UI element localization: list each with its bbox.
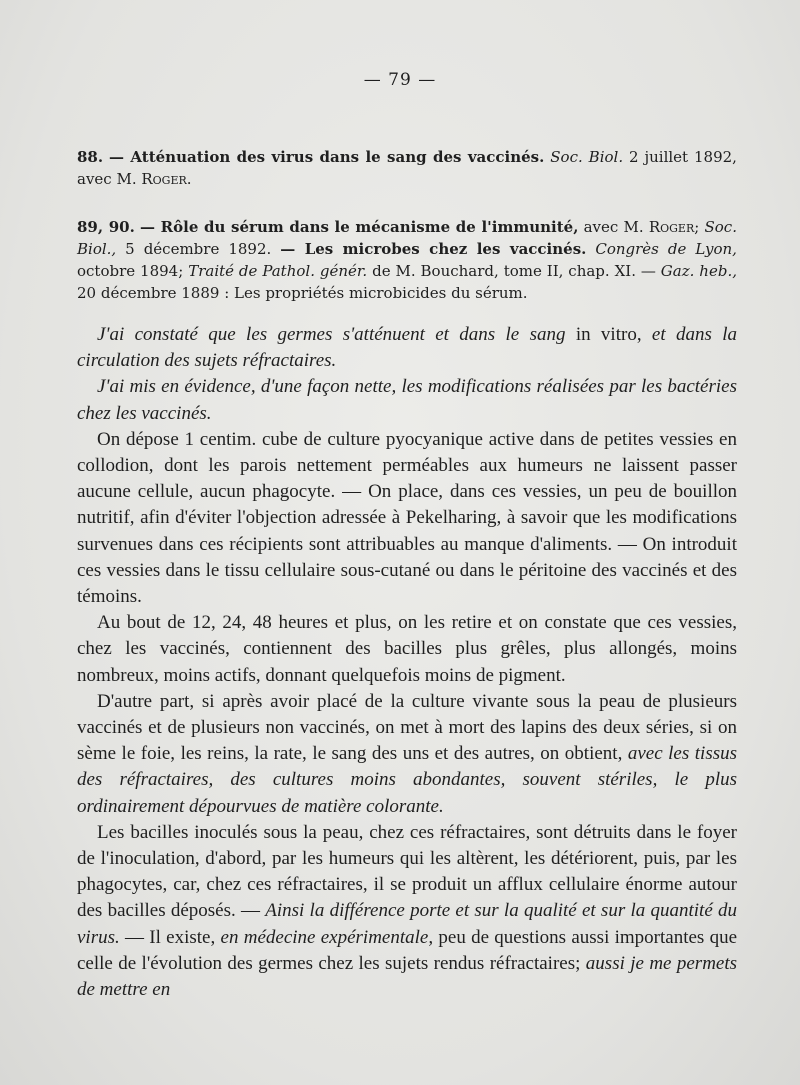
ref-traite-rest: de M. Bouchard, tome II, chap. XI. —: [372, 262, 656, 280]
paragraph-2: J'ai mis en évidence, d'une façon nette, les modifications réalisées par les bactéries chez les vaccinés.: [77, 376, 737, 424]
italic-text: aussi je me permets de mettre en: [77, 952, 738, 1001]
ref-with: avec M.: [77, 170, 137, 188]
paragraph-6: [77, 820, 737, 1003]
ref-gazette-rest: 20 décembre 1889 : Les propriétés microbicides du sérum.: [77, 284, 528, 302]
reference-88: [77, 146, 737, 190]
paragraph-1: [77, 322, 737, 374]
paragraph-4: Au bout de 12, 24, 48 heures et plus, on les retire et on constate que ces vessies, chez les vaccinés, contiennent des bacilles plus grêles, plus allongés, moins nombreux, moins actifs, donnant quelquefois moins de pigment.: [77, 612, 737, 686]
paragraph-3: On dépose 1 centim. cube de culture pyocyanique active dans de petites vessies en collodion, dont les parois nettement perméables aux humeurs ne laissent passer aucune cellule, aucun phagocyte. — On place, dans ces vessies, un peu de bouillon nutritif, afin d'éviter l'objection adressée à Pekelharing, à savoir que les modifications survenues dans ces récipients sont attribuables au manque d'aliments. — On introduit ces vessies dans le tissu cellulaire sous-cutané ou dans le péritoine des vaccinés et des témoins.: [77, 428, 737, 608]
ref-title-2: — Les microbes chez les vaccinés.: [280, 240, 587, 258]
italic-text: en médecine expérimentale,: [220, 926, 434, 948]
ref-journal: Soc. Biol.: [550, 148, 624, 166]
ref-traite: Traité de Pathol. génér.: [188, 262, 368, 280]
roman-text: peu de questions aussi importantes que celle de l'évolution des germes chez les sujets rendus réfractaires;: [77, 926, 738, 974]
italic-text: J'ai constaté que les germes s'atténuent et dans le sang: [97, 324, 566, 345]
ref-author: Roger.: [141, 170, 192, 188]
ref-congress-date: octobre 1894;: [77, 262, 184, 280]
page-number: — 79 —: [363, 70, 437, 90]
paragraph-5: [77, 689, 737, 820]
ref-gazette: Gaz. heb.,: [660, 262, 737, 280]
roman-text: Les bacilles inoculés sous la peau, chez ces réfractaires, sont détruits dans le foyer de l'inoculation, d'abord, par les humeurs qui les altèrent, les détériorent, puis, par les phagocytes, car, chez ces réfractaires, il se produit un afflux cellulaire énorme autour des bacilles déposés. —: [77, 821, 737, 922]
reference-89-90: [77, 216, 737, 304]
roman-text: — Il existe,: [125, 926, 216, 948]
italic-text: avec les tissus des réfractaires, des cultures moins abondantes, souvent stériles, le plus ordinairement dépourvues de matière colorante.: [77, 743, 738, 817]
body-text: [77, 322, 737, 1003]
italic-text: et dans la circulation des sujets réfractaires.: [77, 324, 737, 372]
italic-text: Ainsi la différence porte et sur la qualité et sur la quantité du virus.: [77, 900, 737, 948]
ref-date: 5 décembre 1892.: [125, 240, 272, 258]
roman-text: D'autre part, si après avoir placé de la culture vivante sous la peau de plusieurs vaccinés et de plusieurs non vaccinés, on met à mort des lapins des deux séries, si on sème le foie, les reins, la rate, le sang des uns et des autres, on obtient,: [77, 690, 737, 765]
ref-author: Roger: [648, 218, 695, 236]
roman-text: in vitro,: [575, 324, 642, 345]
ref-journal: Soc. Biol.,: [77, 218, 737, 258]
ref-separator: ;: [694, 218, 700, 236]
ref-congress: Congrès de Lyon,: [595, 240, 737, 258]
ref-date: 2 juillet 1892,: [629, 148, 737, 166]
ref-with: avec M.: [583, 218, 644, 236]
ref-title: — Rôle du sérum dans le mécanisme de l'immunité,: [140, 218, 579, 236]
ref-number: 88.: [77, 148, 104, 166]
ref-number: 89, 90.: [77, 218, 135, 236]
ref-title: — Atténuation des virus dans le sang des vaccinés.: [109, 148, 545, 166]
